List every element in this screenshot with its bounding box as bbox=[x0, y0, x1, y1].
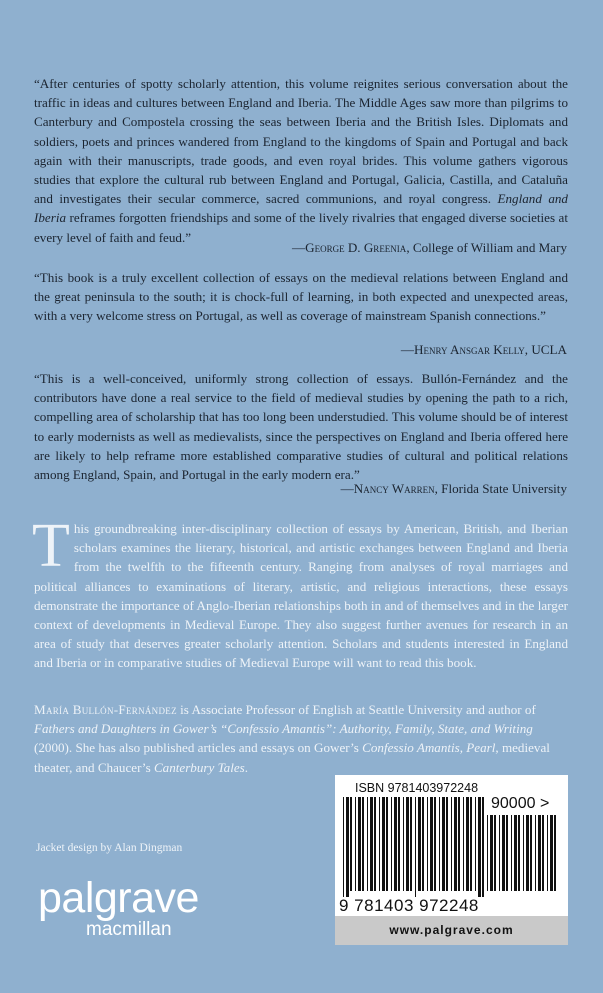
publisher-sub: macmillan bbox=[86, 919, 172, 940]
review-attribution-3: —Nancy Warren, Florida State University bbox=[340, 481, 567, 496]
price-code: 90000 > bbox=[491, 795, 550, 812]
review-attribution-2: —Henry Ansgar Kelly, UCLA bbox=[400, 342, 567, 357]
jacket-credit: Jacket design by Alan Dingman bbox=[36, 842, 183, 854]
addon-barcode bbox=[487, 815, 561, 897]
drop-cap: T bbox=[32, 512, 70, 580]
author-bio: María Bullón-Fernández is Associate Professor of English at Seattle University and author of Fathers and Daughters in Gower’s “Confessio Amantis”: Authority, Family, State, and Writing (2000). She has also published articles and essays on Gower’s Confessio Amantis, Pearl, medieval theater, and Chaucer’s Canterbury Tales. bbox=[34, 702, 550, 775]
publisher-url: www.palgrave.com bbox=[335, 916, 568, 945]
publisher-logo bbox=[38, 876, 199, 940]
isbn-label: ISBN 9781403972248 bbox=[355, 781, 479, 795]
review-attribution-1: —George D. Greenia, College of William and Mary bbox=[292, 240, 567, 255]
publisher-name: palgrave bbox=[38, 874, 199, 922]
review-quote-1: “After centuries of spotty scholarly attention, this volume reignites serious conversation about the traffic in ideas and cultures between England and Iberia. The Middle Ages saw more than pilgrims to Canterbury and Compostela crossing the seas between Iberia and the British Isles. Diplomats and soldiers, poets and princes wandered from England to the kingdoms of Spain and Portugal and back again with their manuscripts, trade goods, and even royal brides. This volume gathers vigorous studies that explore the cultural rub between England and Portugal, Galicia, Castilla, and Cataluña and investigates their secular commerce, sacred communions, and royal congress. England and Iberia reframes forgotten friendships and some of the lively rivalries that engaged diverse societies at every level of faith and feud.” bbox=[34, 76, 568, 245]
book-description: This groundbreaking inter-disciplinary collection of essays by American, British, and Iberian scholars examines the literary, historical, and artistic exchanges between England and Iberia from the twelfth to the fifteenth century. Ranging from analyses of royal marriages and political alliances to examinations of literary, artistic, and religious interactions, these essays demonstrate the importance of Anglo-Iberian relationships both in and of themselves and in the larger context of developments in Medieval Europe. They also suggest further avenues for research in an area of study that deserves greater scholarly attention. Scholars and students interested in England and Iberia or in comparative studies of Medieval Europe will want to read this book. bbox=[32, 512, 568, 671]
review-quote-3: “This is a well-conceived, uniformly strong collection of essays. Bullón-Fernández and the contributors have done a real service to the field of medieval studies by opening the path to a rich, compelling area of scholarship that has too long been understudied. This volume should be of interest to early modernists as well as medievalists, since the perspectives on England and Iberia offered here are likely to help reframe more established comparative studies of cultural and political relations among England, Spain, and Portugal in the early modern era.” bbox=[34, 371, 568, 483]
author-name: María Bullón-Fernández bbox=[34, 702, 177, 717]
barcode-digits: 9 781403 972248 bbox=[339, 896, 479, 915]
ean-barcode bbox=[343, 797, 485, 897]
review-quote-2: “This book is a truly excellent collection of essays on the medieval relations between England and the great peninsula to the south; it is chock-full of learning, in both expected and unexpected areas, with a very welcome stress on Portugal, as well as coverage of mainstream Spanish connections.” bbox=[34, 270, 568, 324]
